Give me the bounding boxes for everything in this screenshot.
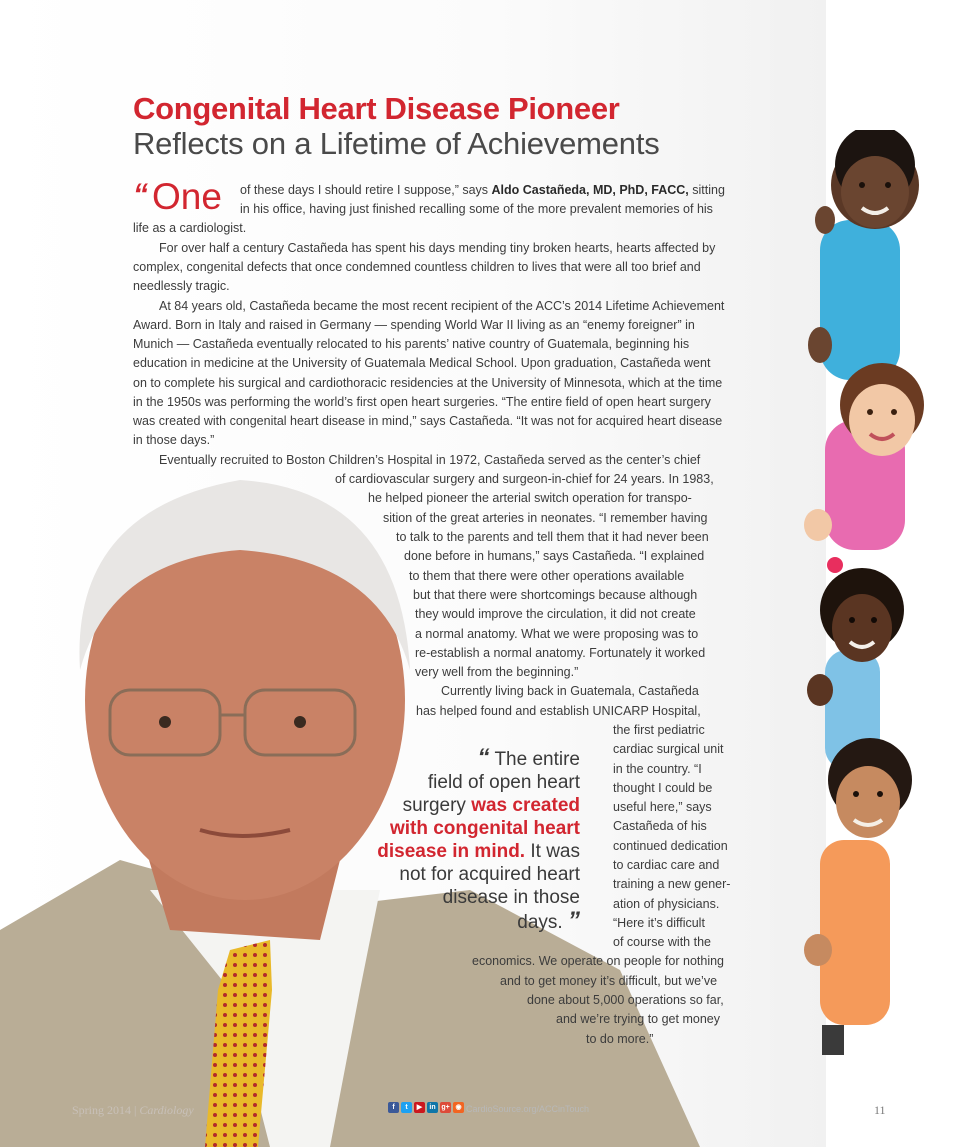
body-line: to them that there were other operations available — [409, 569, 685, 583]
body-line: thought I could be — [613, 781, 713, 795]
body-line: training a new gener- — [613, 877, 731, 891]
social-icons — [388, 1102, 464, 1113]
body-line: done before in humans,” says Castañeda. “I explained — [404, 549, 705, 563]
body-line: At 84 years old, Castañeda became the most recent recipient of the ACC’s 2014 Lifetime Achievement — [159, 299, 725, 313]
body-line: of these days I should retire I suppose,” says Aldo Castañeda, MD, PhD, FACC, sitting — [240, 183, 725, 197]
pull-quote — [320, 746, 580, 934]
body-line: very well from the beginning.” — [415, 665, 579, 679]
author-name: Aldo Castañeda, MD, PhD, FACC, — [491, 183, 689, 197]
article-title: Congenital Heart Disease Pioneer — [133, 91, 620, 126]
footer-issue: Spring 2014 | Cardiology — [72, 1103, 194, 1117]
magazine-name: Cardiology — [139, 1103, 194, 1117]
body-line: a normal anatomy. What we were proposing was to — [415, 627, 699, 641]
body-line: Currently living back in Guatemala, Castañeda — [441, 684, 699, 698]
body-line: complex, congenital defects that once condemned countless children to lives that were all too brief and — [133, 260, 701, 274]
body-line: “Here it’s difficult — [613, 916, 705, 930]
body-line: economics. We operate on people for nothing — [472, 954, 725, 968]
body-line: they would improve the circulation, it did not create — [415, 607, 696, 621]
body-line: needlessly tragic. — [133, 279, 230, 293]
children-photo — [790, 130, 940, 1060]
dropcap-quote-mark: “ — [133, 178, 148, 211]
pull-quote-line: field of open heart — [427, 772, 580, 793]
twitter-icon[interactable]: t — [401, 1102, 412, 1113]
body-line: sition of the great arteries in neonates. “I remember having — [383, 511, 708, 525]
body-line: Eventually recruited to Boston Children’s Hospital in 1972, Castañeda served as the center’s chief — [159, 453, 701, 467]
body-line: and to get money it’s difficult, but we’ve — [500, 974, 718, 988]
body-line: cardiac surgical unit — [613, 742, 724, 756]
body-line: Castañeda of his — [613, 819, 707, 833]
pull-quote-line: disease in mind. It was — [377, 841, 580, 862]
pull-quote-line: surgery was created — [402, 795, 580, 816]
body-line: in those days.” — [133, 433, 215, 447]
youtube-icon[interactable]: ▶ — [414, 1102, 425, 1113]
open-quote-mark: “ — [477, 744, 490, 771]
rss-icon[interactable]: ◉ — [453, 1102, 464, 1113]
body-line: life as a cardiologist. — [133, 221, 247, 235]
body-line: to talk to the parents and tell them that it had never been — [396, 530, 709, 544]
body-line: in his office, having just finished recalling some of the more prevalent memories of his — [240, 202, 713, 216]
body-line: ation of physicians. — [613, 897, 720, 911]
footer-url[interactable]: CardioSource.org/ACCinTouch — [466, 1104, 590, 1114]
body-line: he helped pioneer the arterial switch operation for transpo- — [368, 491, 692, 505]
body-line: to cardiac care and — [613, 858, 720, 872]
close-quote-mark: ” — [568, 907, 580, 934]
body-line: For over half a century Castañeda has spent his days mending tiny broken hearts, hearts affected by — [159, 241, 716, 255]
google-plus-icon[interactable]: g+ — [441, 1104, 450, 1111]
body-line: of cardiovascular surgery and surgeon-in-chief for 24 years. In 1983, — [335, 472, 714, 486]
body-line: has helped found and establish UNICARP Hospital, — [416, 704, 701, 718]
body-line: education in medicine at the University of Guatemala Medical School. Upon graduation, Castañeda went — [133, 356, 711, 370]
body-line: was created with congenital heart disease in mind,” says Castañeda. “It was not for acquired heart disease — [133, 414, 723, 428]
body-line: in the country. “I — [613, 762, 702, 776]
pull-quote-line: not for acquired heart — [399, 864, 580, 885]
facebook-icon[interactable]: f — [388, 1102, 399, 1113]
body-line: the first pediatric — [613, 723, 705, 737]
page-number: 11 — [874, 1103, 886, 1117]
linkedin-icon[interactable]: in — [427, 1102, 438, 1113]
body-line: and we’re trying to get money — [556, 1012, 720, 1026]
body-line: but that there were shortcomings because although — [413, 588, 698, 602]
body-line: done about 5,000 operations so far, — [527, 993, 724, 1007]
body-line: Award. Born in Italy and raised in Germany — spending World War II living as an “enemy foreigner” in — [133, 318, 695, 332]
body-line: Munich — Castañeda eventually relocated to his parents’ native country of Guatemala, beginning his — [133, 337, 690, 351]
body-line: in the 1950s was performing the world’s first open heart surgeries. “The entire field of open heart surgery — [133, 395, 711, 409]
body-line: re-establish a normal anatomy. Fortunately it worked — [415, 646, 706, 660]
body-line: useful here,” says — [613, 800, 712, 814]
body-line: to do more.” — [586, 1032, 654, 1046]
pull-quote-line: “ The entire — [477, 744, 580, 771]
body-line: continued dedication — [613, 839, 728, 853]
dropcap-word: One — [152, 176, 222, 217]
pull-quote-line: days. ” — [517, 907, 580, 934]
drop-cap — [133, 178, 222, 215]
pull-quote-line: with congenital heart — [389, 818, 580, 839]
body-line: of course with the — [613, 935, 711, 949]
body-line: on to complete his surgical and cardiothoracic residencies at the University of Minnesota, which at the time — [133, 376, 723, 390]
pull-quote-line: disease in those — [442, 887, 580, 908]
article-subtitle: Reflects on a Lifetime of Achievements — [133, 126, 660, 161]
